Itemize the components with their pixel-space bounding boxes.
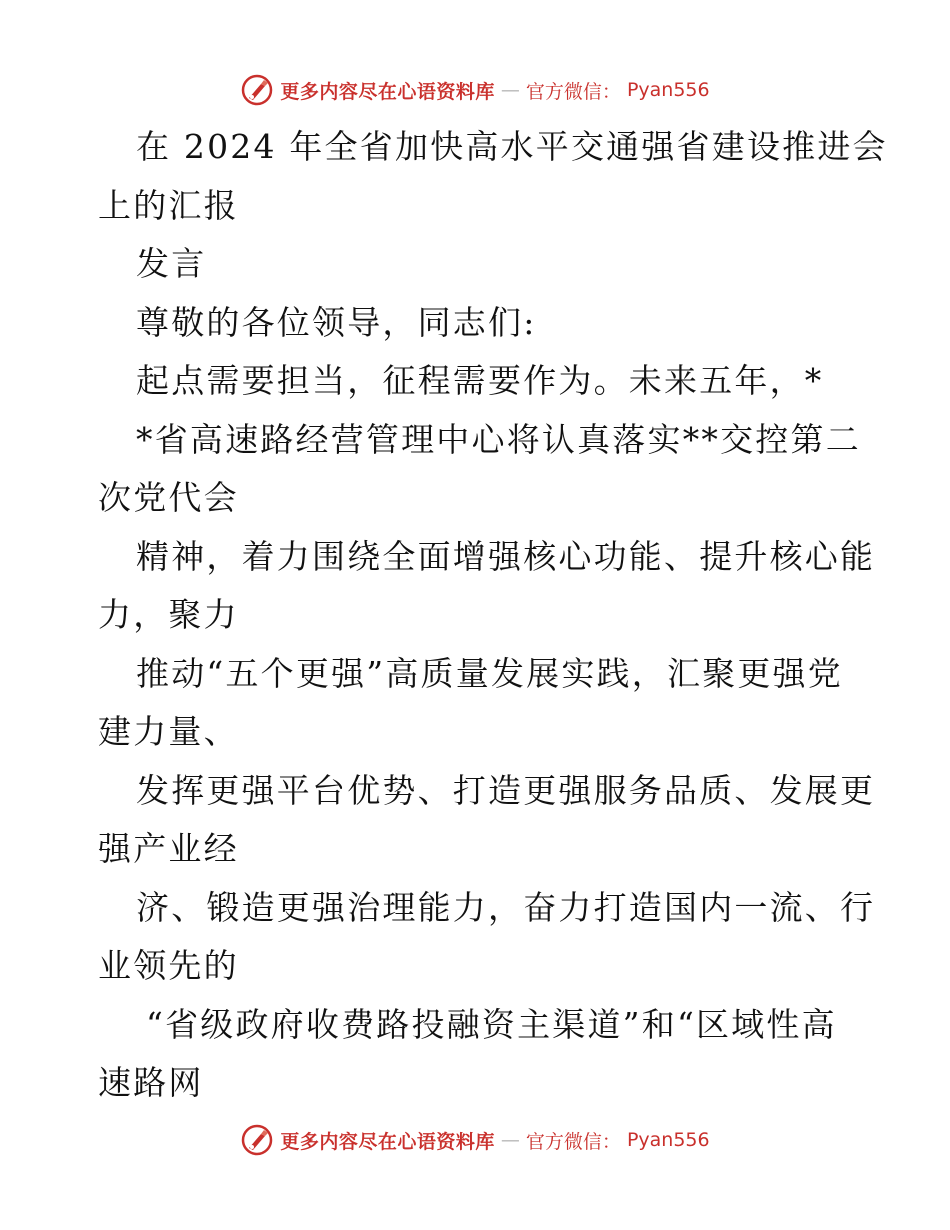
watermark-text: 更多内容尽在心语资料库 bbox=[280, 1130, 495, 1153]
body-line: 精神，着力围绕全面增强核心功能、提升核心能 bbox=[136, 536, 876, 576]
body-line: 次党代会 bbox=[98, 478, 239, 517]
body-line: 起点需要担当，征程需要作为。未来五年，* bbox=[136, 361, 824, 400]
watermark-separator: — bbox=[500, 1129, 520, 1151]
body-line: 发挥更强平台优势、打造更强服务品质、发展更 bbox=[136, 770, 876, 810]
watermark-text: 更多内容尽在心语资料库 bbox=[280, 80, 495, 103]
title-line-1: 在 2024 年全省加快高水平交通强省建设推进会 bbox=[136, 127, 888, 166]
watermark-separator: — bbox=[500, 79, 520, 101]
watermark-account: Pyan556 bbox=[626, 1129, 710, 1151]
pen-nib-logo-icon bbox=[240, 73, 274, 107]
body-line: 力，聚力 bbox=[98, 595, 239, 634]
pen-nib-logo-icon bbox=[240, 1123, 274, 1157]
body-line: 济、锻造更强治理能力，奋力打造国内一流、行 bbox=[136, 887, 876, 927]
body-line: 建力量、 bbox=[98, 712, 239, 751]
salutation-line: 尊敬的各位领导，同志们: bbox=[136, 302, 537, 342]
watermark-official-label: 官方微信： bbox=[525, 80, 621, 103]
body-line: 业领先的 bbox=[98, 946, 239, 985]
title-line-2: 上的汇报 bbox=[98, 185, 239, 225]
body-line: *省高速路经营管理中心将认真落实**交控第二 bbox=[136, 419, 861, 459]
watermark-account: Pyan556 bbox=[626, 79, 710, 101]
header-watermark bbox=[0, 70, 950, 110]
body-line: 推动“五个更强”高质量发展实践，汇聚更强党 bbox=[136, 653, 843, 693]
title-line-3: 发言 bbox=[136, 244, 207, 283]
footer-watermark bbox=[0, 1120, 950, 1160]
watermark-official-label: 官方微信： bbox=[525, 1130, 621, 1153]
body-line: 强产业经 bbox=[98, 829, 239, 868]
body-line: “省级政府收费路投融资主渠道”和“区域性高 bbox=[146, 1004, 837, 1044]
document-body bbox=[98, 118, 888, 1113]
body-line: 速路网 bbox=[98, 1063, 204, 1102]
